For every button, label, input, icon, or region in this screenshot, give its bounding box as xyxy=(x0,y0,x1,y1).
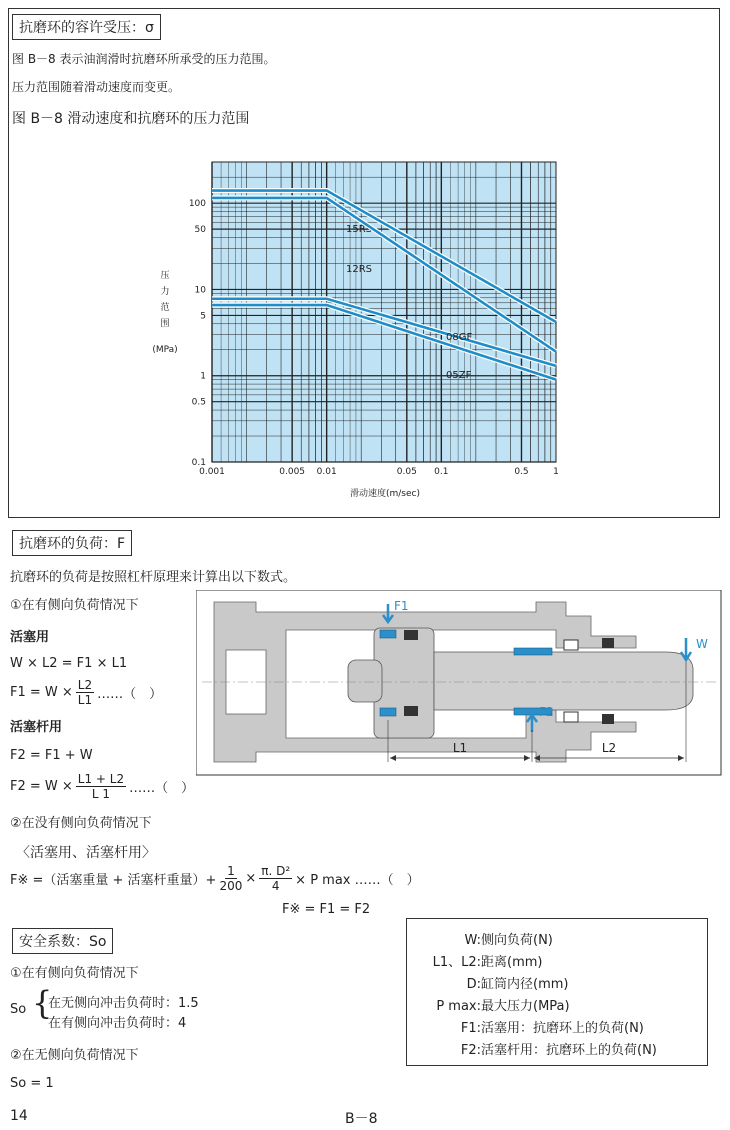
cylinder-diagram xyxy=(196,590,722,776)
piston-seal-bottom xyxy=(404,706,418,716)
x-tick-label: 0.5 xyxy=(514,467,529,477)
legend-desc: 侧向负荷(N) xyxy=(481,933,553,948)
so-case2: ②在无侧向负荷情况下 xyxy=(10,1048,139,1063)
y-tick-label: 5 xyxy=(200,311,206,322)
series-label-15rs: 15RS xyxy=(346,224,373,235)
x-tick-label: 0.05 xyxy=(396,467,417,477)
y-tick-label: 10 xyxy=(194,285,206,296)
eq5-lhs: F※ =（活塞重量 + 活塞杆重量）+ xyxy=(10,873,217,888)
series-label-08gf: 08GF xyxy=(446,332,473,343)
rod-seal-top xyxy=(564,640,578,650)
figure-caption: 图 B－8 滑动速度和抗磨环的压力范围 xyxy=(12,111,250,127)
eq2-fraction xyxy=(76,678,94,707)
rod-seal-bottom xyxy=(564,712,578,722)
so-case1: ①在有侧向负荷情况下 xyxy=(10,966,139,981)
x-axis-label: 滑动速度(m/sec) xyxy=(350,489,420,499)
eq5-fraction-2 xyxy=(259,864,292,893)
eq5-tail: × P max ……（ ） xyxy=(295,873,420,888)
w-label: W xyxy=(696,637,708,651)
section1-line2: 压力范围随着滑动速度而变更。 xyxy=(12,80,181,94)
equation-4 xyxy=(10,772,194,801)
eq4-lhs: F2 = W × xyxy=(10,779,73,794)
pressure-range-chart xyxy=(0,0,730,520)
equation-1: W × L2 = F1 × L1 xyxy=(10,656,128,671)
eq5-den2: 4 xyxy=(271,879,280,893)
equation-5 xyxy=(10,864,420,893)
y-label-char: 压 xyxy=(160,271,170,281)
eq4-fraction xyxy=(76,772,126,801)
symbol-legend xyxy=(406,918,708,1066)
x-tick-label: 0.01 xyxy=(316,467,337,477)
f1-label: F1 xyxy=(394,599,409,613)
piston-wear-ring-top xyxy=(380,630,396,638)
wiper-bottom xyxy=(602,714,614,724)
piston xyxy=(374,628,434,738)
page-number: 14 xyxy=(10,1108,28,1124)
y-label-char: 围 xyxy=(160,319,170,329)
rod-wear-ring-top xyxy=(514,648,552,655)
legend-row xyxy=(407,973,568,992)
y-label-char: 范 xyxy=(160,303,170,313)
legend-key: P max: xyxy=(436,999,481,1014)
y-tick-label: 1 xyxy=(200,371,206,382)
x-tick-label: 0.005 xyxy=(279,467,306,477)
eq5-num2: π. D² xyxy=(261,864,291,878)
y-tick-label: 0.1 xyxy=(191,458,206,468)
legend-desc: 最大压力(MPa) xyxy=(481,999,570,1014)
both-heading: 〈活塞用、活塞杆用〉 xyxy=(16,845,156,861)
eq5-fraction-1 xyxy=(219,864,242,893)
section1-line1: 图 B－8 表示油润滑时抗磨环所承受的压力范围。 xyxy=(12,52,276,66)
w-arrow-icon xyxy=(681,638,691,660)
eq2-denominator: L1 xyxy=(77,693,93,707)
l1-label: L1 xyxy=(452,741,468,755)
legend-desc: 活塞用：抗磨环上的负荷(N) xyxy=(481,1021,644,1036)
legend-key: F2: xyxy=(460,1043,481,1058)
equation-6: F※ = F1 = F2 xyxy=(282,902,371,917)
x-tick-label: 0.001 xyxy=(199,467,225,477)
eq4-tail: ……（ ） xyxy=(129,781,195,796)
so-brace-line2: 在有侧向冲击负荷时：4 xyxy=(48,1016,187,1031)
eq4-numerator: L1 + L2 xyxy=(77,772,125,786)
so-equation: So = 1 xyxy=(10,1076,54,1091)
brace-icon: { xyxy=(32,984,53,1022)
legend-key: F1: xyxy=(460,1021,481,1036)
piston-seal-top xyxy=(404,630,418,640)
legend-desc: 活塞杆用：抗磨环上的负荷(N) xyxy=(481,1043,657,1058)
section1-title: 抗磨环的容许受压：σ xyxy=(12,14,161,40)
y-label-unit: (MPa) xyxy=(152,345,178,355)
eq5-den1: 200 xyxy=(219,879,243,893)
legend-desc: 距离(mm) xyxy=(481,955,543,970)
legend-row xyxy=(407,1039,657,1058)
series-label-05zf: 05ZF xyxy=(446,370,472,381)
legend-row xyxy=(407,995,570,1014)
piston-heading: 活塞用 xyxy=(10,630,50,645)
y-axis-label xyxy=(152,270,177,355)
l2-label: L2 xyxy=(601,741,617,755)
so-label: So xyxy=(10,1002,27,1017)
equation-2 xyxy=(10,678,162,707)
legend-row xyxy=(407,1017,644,1036)
so-brace-line1: 在无侧向冲击负荷时：1.5 xyxy=(48,996,199,1011)
eq5-num1: 1 xyxy=(227,864,235,878)
legend-key: L1、L2: xyxy=(432,955,481,970)
eq2-tail: ……（ ） xyxy=(97,687,163,702)
legend-key: W: xyxy=(464,933,481,948)
rod-heading: 活塞杆用 xyxy=(10,720,63,735)
f2-label: F2 xyxy=(539,705,554,719)
legend-key: D: xyxy=(466,977,481,992)
x-tick-label: 1 xyxy=(553,467,559,477)
section3-title: 安全系数：So xyxy=(12,928,113,954)
legend-row xyxy=(407,929,553,948)
legend-desc: 缸筒内径(mm) xyxy=(481,977,569,992)
eq5-mul: × xyxy=(245,871,257,886)
eq2-numerator: L2 xyxy=(77,678,93,692)
eq4-denominator: L 1 xyxy=(91,787,111,801)
series-label-12rs: 12RS xyxy=(346,264,373,275)
y-tick-label: 100 xyxy=(188,199,206,210)
equation-3: F2 = F1 + W xyxy=(10,748,93,763)
legend-row xyxy=(407,951,542,970)
wiper-top xyxy=(602,638,614,648)
section2-intro: 抗磨环的负荷是按照杠杆原理来计算出以下数式。 xyxy=(10,570,297,585)
y-label-char: 力 xyxy=(160,287,170,297)
y-tick-label: 50 xyxy=(194,225,206,236)
case1-heading: ①在有侧向负荷情况下 xyxy=(10,598,139,613)
case2-heading: ②在没有侧向负荷情况下 xyxy=(10,816,152,831)
section2-title: 抗磨环的负荷：F xyxy=(12,530,132,556)
piston-rod xyxy=(434,652,693,710)
piston-wear-ring-bottom xyxy=(380,708,396,716)
x-tick-label: 0.1 xyxy=(434,467,449,477)
piston-nut xyxy=(348,660,382,702)
y-tick-label: 0.5 xyxy=(191,397,206,408)
eq2-lhs: F1 = W × xyxy=(10,685,73,700)
page-code: B－8 xyxy=(345,1111,378,1127)
